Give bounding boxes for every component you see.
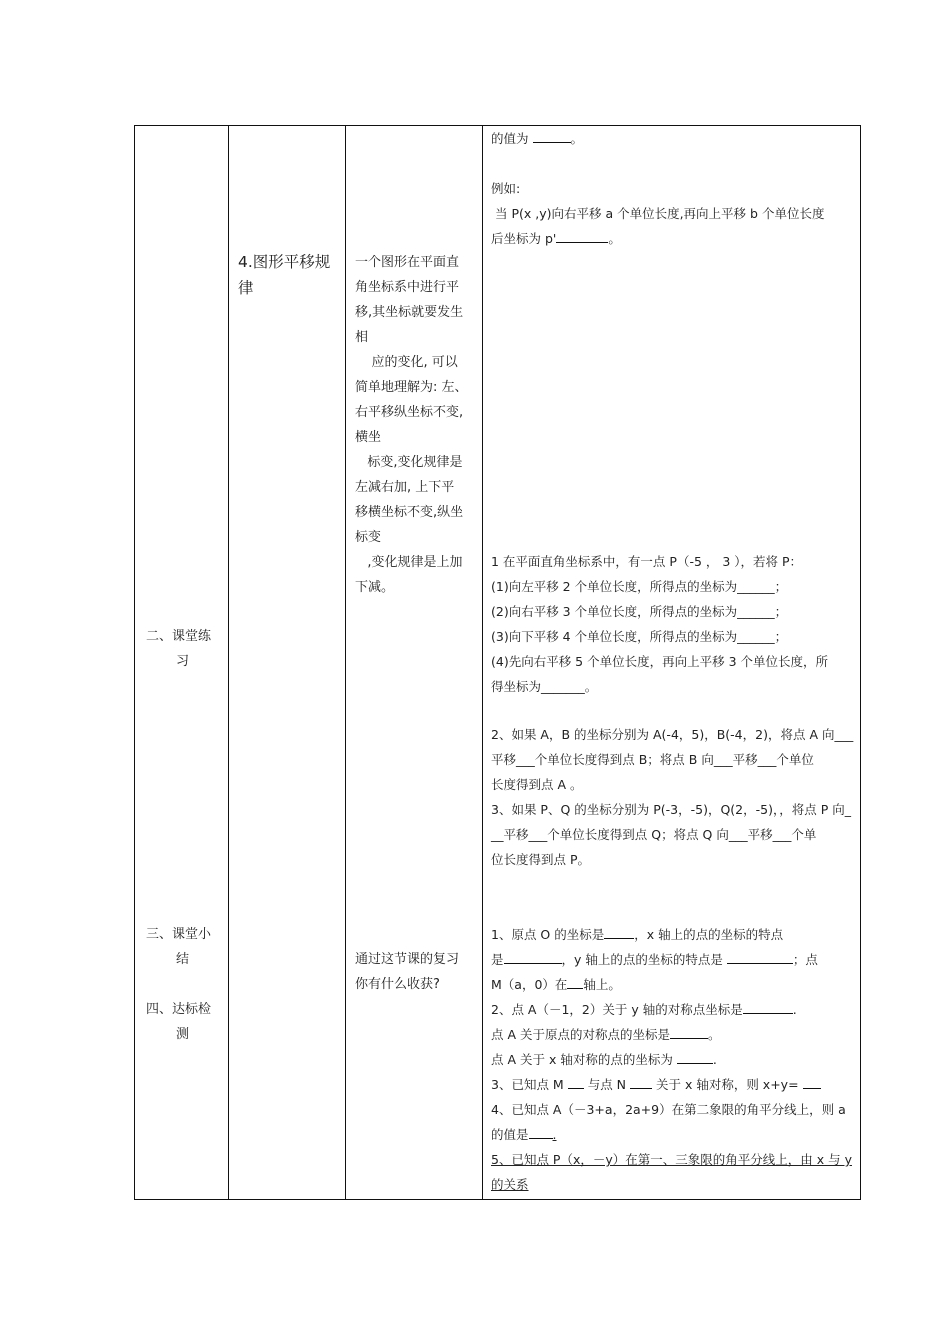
- test-questions: 1、原点 O 的坐标是 ，x 轴上的点的坐标的特点 是 ，y 轴上的点的坐标的特点是 ；点 M（a，0）在 轴上。 2、点 A（－1，2）关于 y 轴的对称点坐标是 . 点 A 关于原点的对称点的坐标是 。 点 A 关于 x 轴对称的点的坐标为 . 3、已知点 M 与点 N 关于 x 轴对称，则 x+y= 4、已知点 A（－3+a，2a+9）在第二象限的角平分线上，则 a 的值是 . 5、已知点 P（x，－y）在第一、三象限的角平分线上，由 x 与 y 的关系: [491, 922, 855, 1197]
- reflection-question: 通过这节课的复习 你有什么收获?: [355, 952, 460, 992]
- answer-blank: [567, 974, 583, 989]
- topic-heading: 4.图形平移规 律: [238, 253, 331, 297]
- column-divider: [345, 125, 346, 1200]
- translation-rule-text: 一个图形在平面直 角坐标系中进行平 移,其坐标就要发生 相 应的变化, 可以 简单地理解为: 左、 右平移纵坐标不变, 横坐 标变,变化规律是 左减右加, 上下平 移横坐标不变,纵坐 标变 ,变化规律是上加 下减。: [355, 255, 468, 595]
- answer-blank: [533, 128, 571, 143]
- column-divider: [482, 125, 483, 1200]
- answer-blank: [504, 949, 562, 964]
- section-summary-label: 三、课堂小 结: [146, 927, 212, 967]
- exercise-1: 1 在平面直角坐标系中，有一点 P（-5 ， 3 ），若将 P： (1)向左平移 2 个单位长度，所得点的坐标为______； (2)向右平移 3 个单位长度，所得点的坐标为______； (3)向下平移 4 个单位长度，所得点的坐标为______； (4)先向右平移 5 个单位长度，再向上平移 3 个单位长度，所 得坐标为_______。: [491, 554, 829, 694]
- answer-blank: [743, 999, 793, 1014]
- previous-question-tail: 的值为 。: [491, 126, 855, 151]
- test-question-1: 1、原点 O 的坐标是 ，x 轴上的点的坐标的特点: [491, 922, 855, 947]
- answer-blank: [604, 924, 634, 939]
- section-practice-label: 二、课堂练 习: [146, 629, 212, 669]
- exercise-2: 2、如果 A，B 的坐标分别为 A(-4，5)，B(-4，2)，将点 A 向___ 平移___个单位长度得到点 B；将点 B 向___平移___个单位 长度得到点 A 。: [491, 727, 854, 792]
- example-block: 例如: 当 P(x ,y)向右平移 a 个单位长度,再向上平移 b 个单位长度 后坐标为 p' 。: [491, 181, 825, 246]
- answer-blank: [568, 1074, 584, 1089]
- answer-blank: [556, 228, 608, 243]
- answer-blank: [677, 1049, 713, 1064]
- column-divider: [228, 125, 229, 1200]
- answer-blank: [670, 1024, 708, 1039]
- answer-blank: [529, 1124, 553, 1139]
- answer-blank: [630, 1074, 652, 1089]
- exercise-3: 3、如果 P、Q 的坐标分别为 P(-3，-5)，Q(2，-5)，，将点 P 向_ __平移___个单位长度得到点 Q；将点 Q 向___平移___个单 位长度得到点 P。: [491, 802, 851, 867]
- answer-blank: [803, 1074, 821, 1089]
- test-question-5: 5、已知点 P（x，－y）在第一、三象限的角平分线上，由 x 与 y: [491, 1152, 852, 1167]
- test-question-3: 3、已知点 M 与点 N 关于 x 轴对称，则 x+y=: [491, 1072, 855, 1097]
- section-test-label: 四、达标检 测: [146, 1002, 212, 1042]
- test-question-4: 4、已知点 A（－3+a，2a+9）在第二象限的角平分线上，则 a: [491, 1102, 846, 1117]
- answer-blank: [727, 949, 793, 964]
- test-question-2: 2、点 A（－1，2）关于 y 轴的对称点坐标是 .: [491, 997, 855, 1022]
